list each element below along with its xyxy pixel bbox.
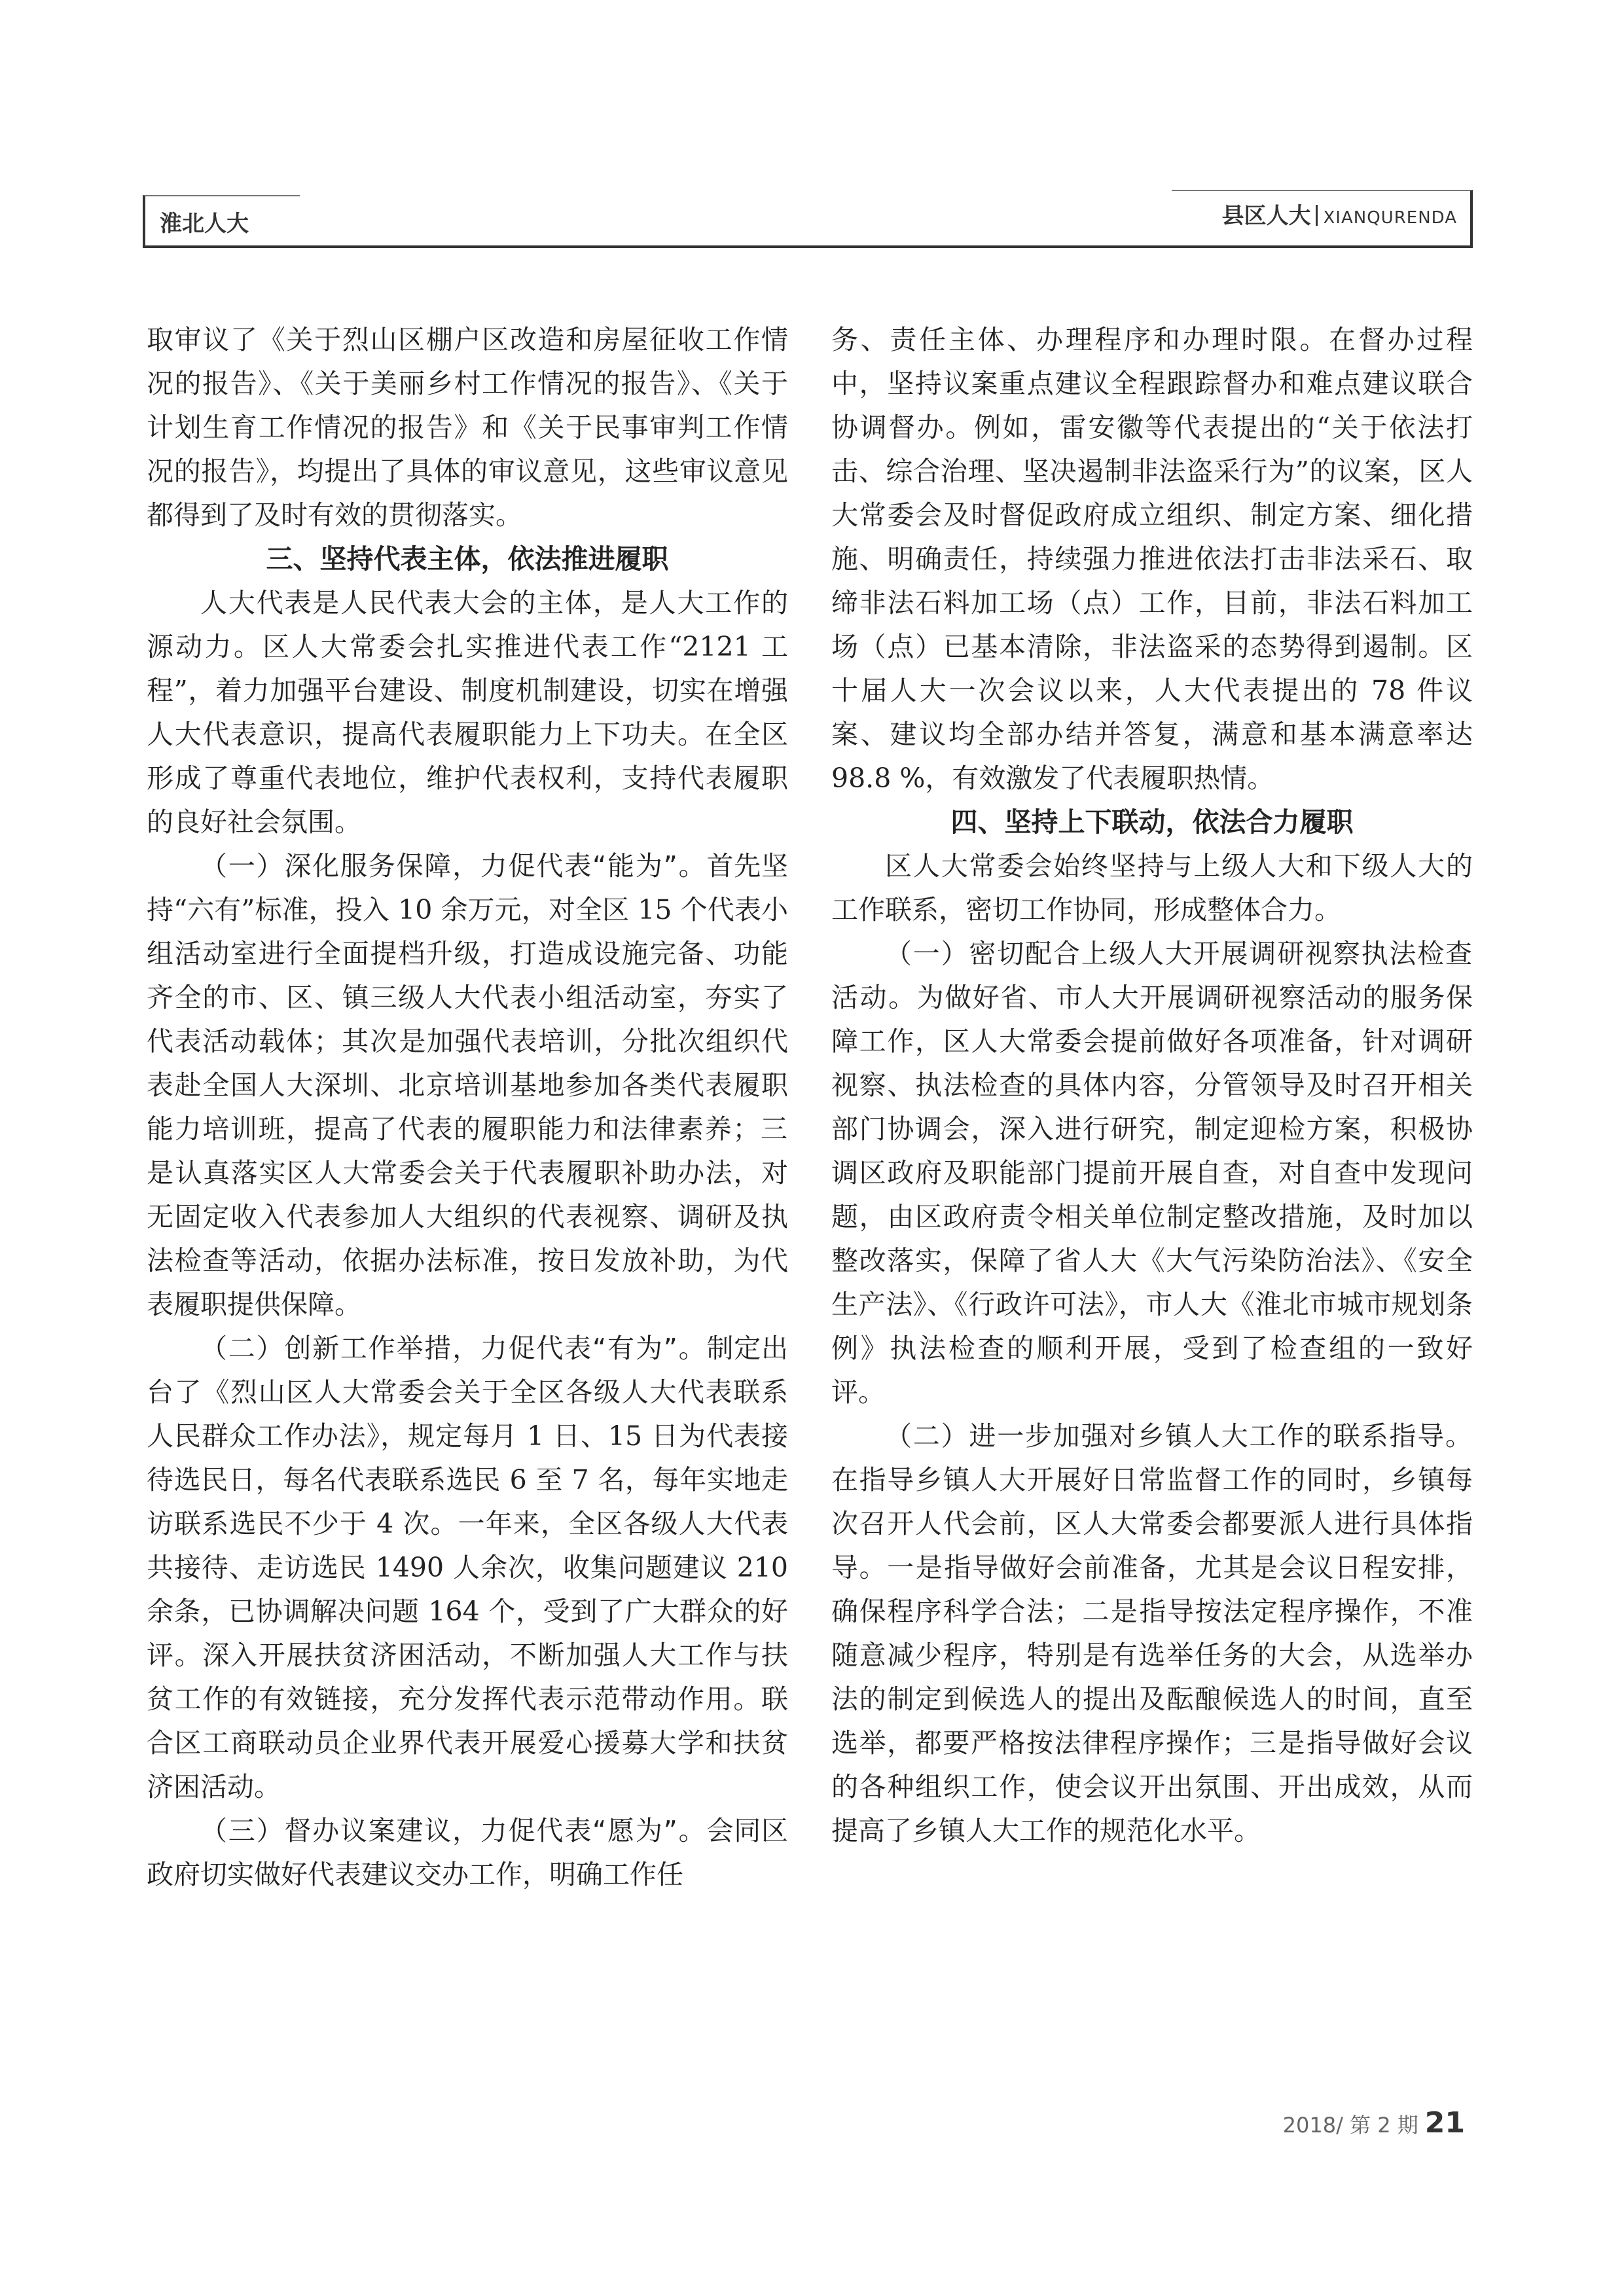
section-header — [1172, 190, 1473, 246]
paragraph-text: 在指导乡镇人大开展好日常监督工作的同时，乡镇每次召开人代会前，区人大常委会都要派人进行具体指导。 — [831, 1464, 1473, 1583]
paragraph — [147, 844, 788, 1327]
paragraph-text: 为做好省、市人大开展调研视察活动的服务保障工作，区人大常委会提前做好各项准备，针对调研视察、执法检查的具体内容，分管领导及时召开相关部门协调会，深入进行研究，制定迎检方案，积极协调区政府及职能部门提前开展自查，对自查中发现问题，由区政府责令相关单位制定整改措施，及时加以整改落实，保障了省人大《大气污染防治法》、《安全生产法》、《行政许可法》，市人大《淮北市城市规划条例》执法检查的顺利开展，受到了检查组的一致好评。 — [831, 982, 1473, 1408]
subheading: （二）进一步加强对乡镇人大工作的联系指导。 — [885, 1420, 1473, 1452]
paragraph: 人大代表是人民代表大会的主体，是人大工作的源动力。区人大常委会扎实推进代表工作“2121 工程”，着力加强平台建设、制度机制建设，切实在增强人大代表意识，提高代表履职能力上下功夫。在全区形成了尊重代表地位，维护代表权利，支持代表履职的良好社会氛围。 — [147, 587, 788, 838]
page-footer — [1244, 2106, 1465, 2140]
paragraph-text: 指导按法定程序操作，不准随意减少程序，特别是有选举任务的大会，从选举办法的制定到候选人的提出及酝酿候选人的时间，直至选举，都要严格按法律程序操作； — [831, 1596, 1473, 1759]
subheading: （三）督办议案建议，力促代表“愿为”。 — [200, 1815, 707, 1846]
paragraph-text: 指导做好会议的各种组织工作，使会议开出氛围、开出成效，从而提高了乡镇人大工作的规范化水平。 — [831, 1727, 1473, 1846]
section-divider — [1316, 205, 1318, 226]
subheading: （一）密切配合上级人大开展调研视察执法检查活动。 — [831, 938, 1473, 1013]
right-column — [831, 318, 1473, 1853]
paragraph — [831, 1414, 1473, 1853]
journal-title: 淮北人大 — [143, 195, 300, 246]
list-marker: 一是 — [887, 1552, 945, 1583]
section-heading: 三、坚持代表主体，依法推进履职 — [266, 543, 669, 575]
subheading: （一）深化服务保障，力促代表“能为”。 — [200, 850, 707, 882]
paragraph-text: 是加强代表培训，分批次组织代表赴全国人大深圳、北京培训基地参加各类代表履职能力培训班，提高了代表的履职能力和法律素养； — [147, 1026, 789, 1145]
paragraph-text: 制定出台了《烈山区人大常委会关于全区各级人大代表联系人民群众工作办法》，规定每月 1 日、15 日为代表接待选民日，每名代表联系选民 6 至 7 名，每年实地走访联系选民不少于 4 次。一年来，全区各级人大代表共接待、走访选民 1490 人余次，收集问题建议 210 余条，已协调解决问题 164 个，受到了广大群众的好评。深入开展扶贫济困活动，不断加强人大工作与扶贫工作的有效链接，充分发挥代表示范带动作用。联合区工商联动员企业界代表开展爱心援募大学和扶贫济困活动。 — [147, 1333, 789, 1803]
section-title: 县区人大 — [1221, 203, 1311, 229]
paragraph-text: 认真落实区人大常委会关于代表履职补助办法，对无固定收入代表参加人大组织的代表视察、调研及执法检查等活动，依据办法标准，按日发放补助，为代表履职提供保障。 — [147, 1157, 789, 1320]
paragraph-text: 首先坚持“六有”标准，投入 10 余万元，对全区 15 个代表小组活动室进行全面提档升级，打造成设施完备、功能齐全的市、区、镇三级人大代表小组活动室，夯实了代表活动载体； — [147, 850, 789, 1057]
list-marker: 二是 — [1081, 1596, 1140, 1627]
left-column — [147, 318, 788, 1897]
paragraph — [831, 932, 1473, 1414]
page-number: 21 — [1424, 2106, 1465, 2140]
section-latin: XIANQURENDA — [1323, 208, 1457, 228]
section-heading: 四、坚持上下联动，依法合力履职 — [950, 806, 1354, 838]
list-marker: 三是 — [147, 1113, 789, 1189]
issue-label: 2018/ 第 2 期 — [1282, 2113, 1418, 2138]
list-marker: 三是 — [1248, 1727, 1307, 1759]
list-marker: 其次 — [340, 1026, 399, 1057]
paragraph: 区人大常委会始终坚持与上级人大和下级人大的工作联系，密切工作协同，形成整体合力。 — [831, 850, 1473, 925]
paragraph — [147, 1327, 788, 1809]
subheading: （二）创新工作举措，力促代表“有为”。 — [200, 1333, 707, 1364]
paragraph — [147, 1809, 788, 1897]
paragraph-text: 会同区政府切实做好代表建议交办工作，明确工作任 — [147, 1815, 789, 1890]
paragraph: 取审议了《关于烈山区棚户区改造和房屋征收工作情况的报告》、《关于美丽乡村工作情况的报告》、《关于计划生育工作情况的报告》和《关于民事审判工作情况的报告》，均提出了具体的审议意见，这些审议意见都得到了及时有效的贯彻落实。 — [147, 324, 788, 531]
paragraph: 务、责任主体、办理程序和办理时限。在督办过程中，坚持议案重点建议全程跟踪督办和难点建议联合协调督办。例如，雷安徽等代表提出的“关于依法打击、综合治理、坚决遏制非法盗采行为”的议案，区人大常委会及时督促政府成立组织、制定方案、细化措施、明确责任，持续强力推进依法打击非法采石、取缔非法石料加工场（点）工作，目前，非法石料加工场（点）已基本清除，非法盗采的态势得到遏制。区十届人大一次会议以来，人大代表提出的 78 件议案、建议均全部办结并答复，满意和基本满意率达 98.8 %，有效激发了代表履职热情。 — [831, 324, 1473, 794]
paragraph-text: 指导做好会前准备，尤其是会议日程安排，确保程序科学合法； — [831, 1552, 1473, 1627]
